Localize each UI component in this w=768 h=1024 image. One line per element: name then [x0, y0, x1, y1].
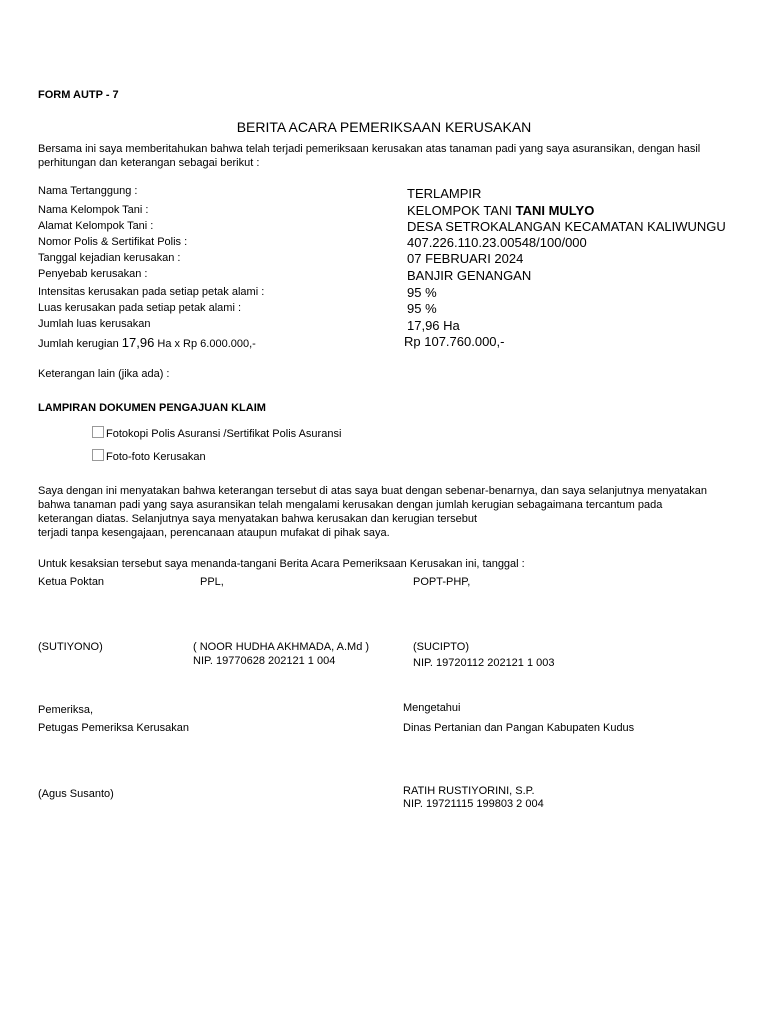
name-mengetahui: RATIH RUSTIYORINI, S.P. — [403, 785, 535, 797]
name-ketua-poktan: (SUTIYONO) — [38, 641, 103, 653]
statement-line: bahwa tanaman padi yang saya asuransikan telah mengalami kerusakan dengan jumlah kerugian sebagaimana tercantum pada — [38, 499, 663, 511]
label-intensitas: Intensitas kerusakan pada setiap petak alami : — [38, 286, 265, 298]
value-alamat: DESA SETROKALANGAN KECAMATAN KALIWUNGU — [407, 219, 726, 234]
statement-paragraph — [38, 484, 738, 540]
role-pemeriksa: Pemeriksa, — [38, 704, 94, 716]
role-ppl: PPL, — [200, 576, 224, 588]
document-title: BERITA ACARA PEMERIKSAAN KERUSAKAN — [236, 119, 532, 135]
value-jumlah-kerugian: Rp 107.760.000,- — [404, 334, 505, 349]
statement-line: keterangan diatas. Selanjutnya saya menyatakan bahwa kerusakan dan kerugian tersebut — [38, 513, 478, 525]
value-jumlah-luas: 17,96 Ha — [407, 318, 460, 333]
form-code: FORM AUTP - 7 — [38, 89, 119, 101]
label-jumlah-luas: Jumlah luas kerusakan — [38, 318, 151, 330]
value-nama-kelompok — [407, 203, 594, 218]
value-nama-kelompok-bold: TANI MULYO — [515, 203, 595, 218]
label-jumlah-kerugian-suffix: Ha x Rp 6.000.000,- — [154, 338, 256, 350]
nip-popt: NIP. 19720112 202121 1 003 — [413, 657, 555, 669]
name-popt: (SUCIPTO) — [413, 641, 470, 653]
label-penyebab: Penyebab kerusakan : — [38, 268, 148, 280]
keterangan-lain-label: Keterangan lain (jika ada) : — [38, 368, 170, 380]
lampiran-item — [92, 426, 341, 440]
intro-paragraph: Bersama ini saya memberitahukan bahwa telah terjadi pemeriksaan kerusakan atas tanaman padi yang saya asuransikan, dengan hasil perhitungan dan keterangan sebagai berikut : — [38, 143, 701, 169]
label-jumlah-kerugian-prefix: Jumlah kerugian — [38, 338, 122, 350]
label-nama-tertanggung: Nama Tertanggung : — [38, 185, 138, 197]
role-popt: POPT-PHP, — [413, 576, 471, 588]
label-jumlah-kerugian-ha: 17,96 — [121, 335, 155, 350]
label-nama-kelompok: Nama Kelompok Tani : — [38, 204, 149, 216]
statement-line: Saya dengan ini menyatakan bahwa keterangan tersebut di atas saya buat dengan sebenar-benarnya, dan saya selanjutnya menyatakan — [38, 485, 708, 497]
label-luas: Luas kerusakan pada setiap petak alami : — [38, 302, 242, 314]
witness-text: Untuk kesaksian tersebut saya menanda-tangani Berita Acara Pemeriksaan Kerusakan ini, tanggal : — [38, 558, 525, 570]
role-ketua-poktan: Ketua Poktan — [38, 576, 105, 588]
nip-ppl: NIP. 19770628 202121 1 004 — [193, 655, 336, 667]
value-luas: 95 % — [407, 301, 437, 316]
statement-line: terjadi tanpa kesengajaan, perencanaan ataupun mufakat di pihak saya. — [38, 527, 390, 539]
value-nama-tertanggung: TERLAMPIR — [407, 186, 482, 201]
label-tanggal: Tanggal kejadian kerusakan : — [38, 252, 181, 264]
value-intensitas: 95 % — [407, 285, 437, 300]
lampiran-item-label: Foto-foto Kerusakan — [106, 451, 206, 463]
role-mengetahui: Mengetahui — [403, 702, 461, 714]
role-petugas-pemeriksa: Petugas Pemeriksa Kerusakan — [38, 722, 190, 734]
lampiran-heading: LAMPIRAN DOKUMEN PENGAJUAN KLAIM — [38, 402, 266, 414]
label-nomor-polis: Nomor Polis & Sertifikat Polis : — [38, 236, 188, 248]
name-ppl: ( NOOR HUDHA AKHMADA, A.Md ) — [193, 641, 370, 653]
value-penyebab: BANJIR GENANGAN — [407, 268, 532, 283]
value-nomor-polis: 407.226.110.23.00548/100/000 — [407, 235, 587, 250]
value-tanggal: 07 FEBRUARI 2024 — [407, 251, 524, 266]
label-jumlah-kerugian — [38, 335, 256, 350]
checkbox-icon[interactable] — [92, 426, 104, 438]
checkbox-icon[interactable] — [92, 449, 104, 461]
name-pemeriksa: (Agus Susanto) — [38, 788, 114, 800]
lampiran-item-label: Fotokopi Polis Asuransi /Sertifikat Polis Asuransi — [106, 428, 342, 440]
role-dinas: Dinas Pertanian dan Pangan Kabupaten Kudus — [403, 722, 635, 734]
lampiran-item — [92, 449, 206, 463]
value-nama-kelompok-prefix: KELOMPOK TANI — [407, 203, 516, 218]
label-alamat: Alamat Kelompok Tani : — [38, 220, 154, 232]
nip-mengetahui: NIP. 19721115 199803 2 004 — [403, 798, 544, 810]
